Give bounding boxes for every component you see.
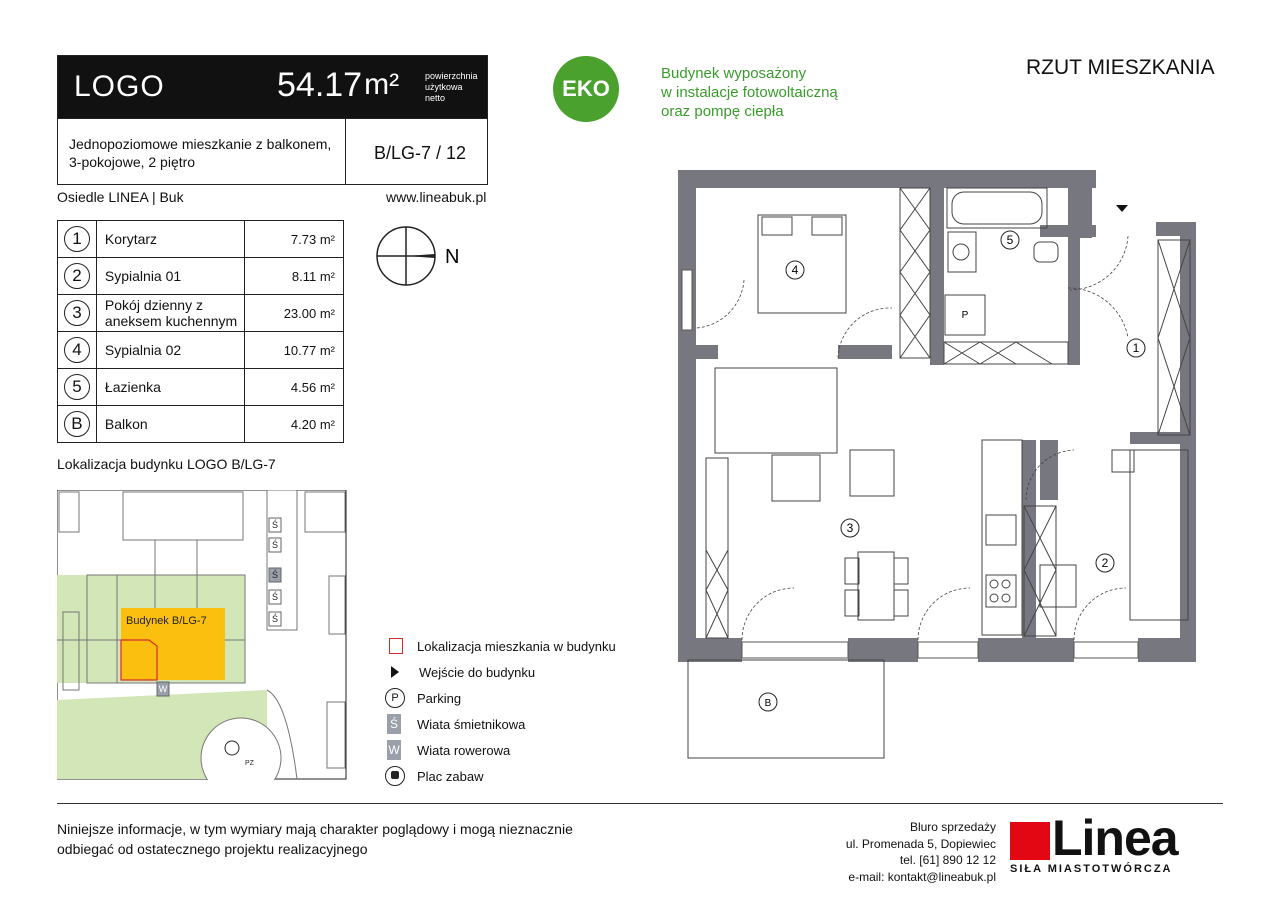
apartment-location-icon bbox=[389, 638, 403, 654]
svg-text:Ś: Ś bbox=[271, 592, 279, 602]
eko-description: Budynek wyposażony w instalacje fotowoltaiczną oraz pompę ciepła bbox=[661, 65, 838, 120]
playground-icon bbox=[385, 766, 405, 786]
room-name: Pokój dzienny z aneksem kuchennym bbox=[96, 295, 245, 332]
room-label-4: 4 bbox=[791, 263, 799, 277]
table-row bbox=[58, 369, 344, 406]
eko-badge: EKO bbox=[553, 56, 619, 122]
estate-name: Osiedle LINEA | Buk bbox=[57, 189, 184, 205]
room-area: 23.00 m² bbox=[245, 295, 344, 332]
room-number: 3 bbox=[64, 300, 90, 326]
apartment-description: Jednopoziomowe mieszkanie z balkonem, 3-pokojowe, 2 piętro bbox=[69, 136, 332, 170]
email-link[interactable]: e-mail: kontakt@lineabuk.pl bbox=[848, 869, 996, 884]
svg-text:Ś: Ś bbox=[271, 540, 279, 550]
walls bbox=[678, 170, 1196, 662]
compass-north-label: N bbox=[445, 246, 460, 268]
room-name: Balkon bbox=[96, 406, 245, 443]
room-number: 1 bbox=[64, 226, 90, 252]
room-area: 8.11 m² bbox=[245, 258, 344, 295]
logo-text: LOGO bbox=[74, 70, 165, 103]
room-label-5: 5 bbox=[1006, 233, 1014, 247]
building-label: Budynek B/LG-7 bbox=[126, 615, 207, 627]
area-note: powierzchnia użytkowa netto bbox=[425, 71, 478, 103]
location-title: Lokalizacja budynku LOGO B/LG-7 bbox=[57, 456, 276, 472]
balcony-label: B bbox=[764, 698, 772, 709]
table-row bbox=[58, 258, 344, 295]
legend-item: Wejście do budynku bbox=[385, 659, 645, 685]
legend-item: Lokalizacja mieszkania w budynku bbox=[385, 633, 645, 659]
room-name: Sypialnia 02 bbox=[96, 332, 245, 369]
brand-tagline: SIŁA MIASTOTWÓRCZA bbox=[1010, 863, 1173, 875]
svg-text:Ś: Ś bbox=[271, 570, 279, 580]
room-label-2: 2 bbox=[1101, 556, 1109, 570]
playground-label: PZ bbox=[245, 760, 254, 767]
legend-item: Ś Wiata śmietnikowa bbox=[385, 711, 645, 737]
room-label-3: 3 bbox=[846, 521, 854, 535]
table-row bbox=[58, 295, 344, 332]
room-area: 10.77 m² bbox=[245, 332, 344, 369]
website-link[interactable]: www.lineabuk.pl bbox=[386, 189, 487, 205]
table-row bbox=[58, 332, 344, 369]
waste-shelter-icon: Ś bbox=[387, 714, 401, 734]
brand-logo-square bbox=[1010, 822, 1050, 860]
bike-shelter-marker: W bbox=[158, 684, 168, 694]
floor-plan bbox=[660, 160, 1230, 770]
room-area: 4.20 m² bbox=[245, 406, 344, 443]
room-number: 2 bbox=[64, 263, 90, 289]
legend-item: Plac zabaw bbox=[385, 763, 645, 789]
bike-shelter-icon: W bbox=[387, 740, 401, 760]
entrance-arrow-icon bbox=[391, 666, 399, 678]
legend-item: P Parking bbox=[385, 685, 645, 711]
parking-icon: P bbox=[385, 688, 405, 708]
plan-title: RZUT MIESZKANIA bbox=[1026, 56, 1215, 79]
svg-text:Ś: Ś bbox=[271, 520, 279, 530]
disclaimer: Niniejsze informacje, w tym wymiary mają charakter poglądowy i mogą nieznacznie odbiegać od ostatecznego projektu realizacyjnego bbox=[57, 821, 573, 857]
table-row bbox=[58, 406, 344, 443]
room-number: B bbox=[64, 411, 90, 437]
apartment-code: B/LG-7 / 12 bbox=[374, 143, 467, 163]
room-label-1: 1 bbox=[1132, 341, 1140, 355]
table-row bbox=[58, 221, 344, 258]
legend-item: W Wiata rowerowa bbox=[385, 737, 645, 763]
area-value: 54.17m² bbox=[277, 66, 400, 104]
room-name: Łazienka bbox=[96, 369, 245, 406]
door-swings bbox=[696, 236, 1128, 640]
compass-icon bbox=[372, 224, 472, 294]
footer-divider bbox=[57, 803, 1223, 804]
room-area: 7.73 m² bbox=[245, 221, 344, 258]
header-vertical-divider bbox=[345, 118, 346, 185]
site-map bbox=[57, 490, 347, 780]
legend bbox=[385, 633, 645, 789]
room-number: 5 bbox=[64, 374, 90, 400]
brand-logo: Linea bbox=[1052, 810, 1178, 866]
rooms-table bbox=[57, 220, 344, 443]
sales-office: Bluro sprzedaży ul. Promenada 5, Dopiewiec tel. [61] 890 12 12 e-mail: kontakt@lineabuk.pl bbox=[820, 819, 996, 885]
svg-text:Ś: Ś bbox=[271, 614, 279, 624]
header-divider bbox=[58, 118, 487, 119]
room-name: Sypialnia 01 bbox=[96, 258, 245, 295]
entrance-arrow-icon bbox=[1116, 205, 1128, 212]
room-number: 4 bbox=[64, 337, 90, 363]
parking-mark: P bbox=[961, 310, 969, 321]
room-name: Korytarz bbox=[96, 221, 245, 258]
room-area: 4.56 m² bbox=[245, 369, 344, 406]
